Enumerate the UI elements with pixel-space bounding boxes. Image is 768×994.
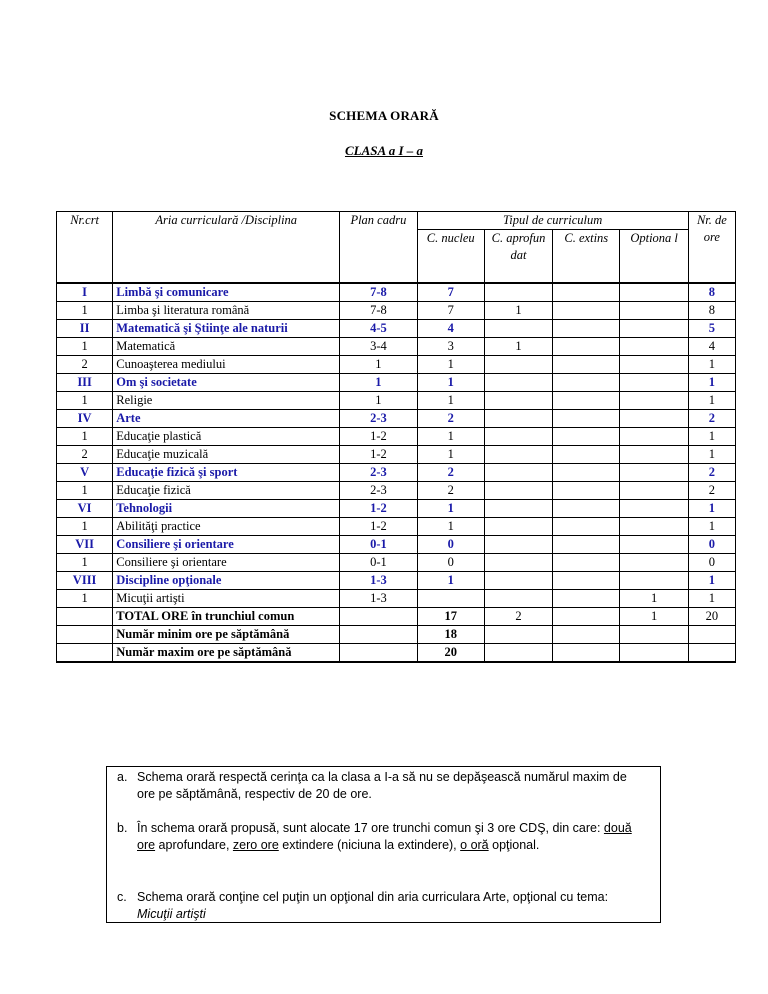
cell-name: Abilităţi practice [113,518,340,536]
area-row [57,464,736,482]
cell-plan: 3-4 [340,338,417,356]
discipline-row [57,356,736,374]
cell-name: Religie [113,392,340,410]
cell-aprofundat: 1 [484,302,552,320]
cell-nucleu: 7 [417,283,484,302]
discipline-row [57,590,736,608]
page-title: SCHEMA ORARĂ [329,108,439,123]
cell-name: Consiliere şi orientare [113,536,340,554]
header-aria: Aria curriculară /Disciplina [113,212,340,284]
cell-total-label: Număr minim ore pe săptămână [113,626,340,644]
cell-nrore: 1 [688,500,735,518]
notes-box [106,766,661,923]
total-row [57,626,736,644]
cell-plan: 2-3 [340,410,417,428]
cell-name: Tehnologii [113,500,340,518]
cell-extins [553,608,620,626]
cell-nucleu: 17 [417,608,484,626]
cell-nucleu: 1 [417,374,484,392]
cell-plan: 1 [340,374,417,392]
cell-nucleu: 1 [417,428,484,446]
cell-nucleu: 3 [417,338,484,356]
cell-nr: I [57,283,113,302]
header-plan: Plan cadru [340,212,417,284]
cell-optional [620,374,688,392]
cell-total-label: Număr maxim ore pe săptămână [113,644,340,663]
cell-extins [553,500,620,518]
cell-nucleu: 2 [417,482,484,500]
cell-nucleu: 2 [417,464,484,482]
cell-aprofundat [484,392,552,410]
cell-empty [57,608,113,626]
cell-nr: 1 [57,590,113,608]
header-aprofundat: C. aprofun dat [484,230,552,284]
cell-nrore: 8 [688,283,735,302]
cell-optional [620,626,688,644]
cell-extins [553,338,620,356]
cell-nrore: 20 [688,608,735,626]
cell-optional [620,536,688,554]
total-row [57,608,736,626]
cell-extins [553,536,620,554]
cell-nrore: 1 [688,590,735,608]
table-body [57,283,736,662]
cell-name: Limba şi literatura română [113,302,340,320]
area-row [57,572,736,590]
cell-aprofundat: 1 [484,338,552,356]
cell-optional [620,338,688,356]
cell-name: Educaţie fizică şi sport [113,464,340,482]
cell-extins [553,554,620,572]
header-tipul: Tipul de curriculum [417,212,688,230]
cell-aprofundat [484,554,552,572]
cell-aprofundat [484,464,552,482]
cell-plan: 2-3 [340,482,417,500]
cell-optional [620,500,688,518]
cell-name: Matematică [113,338,340,356]
discipline-row [57,518,736,536]
cell-plan: 0-1 [340,554,417,572]
cell-extins [553,464,620,482]
cell-nr: 1 [57,482,113,500]
note-b [117,820,644,854]
cell-extins [553,446,620,464]
area-row [57,374,736,392]
cell-nrore [688,626,735,644]
cell-total-label: TOTAL ORE în trunchiul comun [113,608,340,626]
cell-nrore: 1 [688,392,735,410]
cell-nrore: 0 [688,554,735,572]
cell-aprofundat [484,572,552,590]
cell-aprofundat [484,410,552,428]
cell-nrore: 1 [688,356,735,374]
note-b-underline-1: două ore [137,821,632,852]
cell-plan: 7-8 [340,283,417,302]
note-a-text: Schema orară respectă cerinţa ca la clasa a I-a să nu se depăşească numărul maxim de ore pe săptămână, respectiv de 20 de ore. [137,770,627,801]
discipline-row [57,302,736,320]
cell-optional [620,554,688,572]
cell-nrore: 1 [688,428,735,446]
discipline-row [57,554,736,572]
cell-extins [553,374,620,392]
cell-nrore: 1 [688,518,735,536]
note-b-underline-3: o oră [460,838,489,852]
cell-nr: 1 [57,338,113,356]
note-c-marker: c. [117,890,127,904]
cell-plan: 4-5 [340,320,417,338]
cell-optional [620,518,688,536]
cell-plan: 1-2 [340,500,417,518]
cell-aprofundat [484,644,552,663]
cell-extins [553,356,620,374]
cell-extins [553,302,620,320]
cell-nr: 2 [57,356,113,374]
cell-plan [340,644,417,663]
cell-optional [620,464,688,482]
cell-extins [553,518,620,536]
cell-nr: 1 [57,302,113,320]
cell-aprofundat [484,590,552,608]
note-a [117,769,644,803]
cell-name: Educaţie plastică [113,428,340,446]
cell-name: Micuţii artişti [113,590,340,608]
cell-extins [553,392,620,410]
cell-aprofundat: 2 [484,608,552,626]
cell-name: Cunoaşterea mediului [113,356,340,374]
total-row [57,644,736,663]
cell-optional [620,283,688,302]
cell-name: Arte [113,410,340,428]
area-row [57,410,736,428]
cell-aprofundat [484,356,552,374]
cell-optional [620,392,688,410]
cell-nrore: 1 [688,446,735,464]
header-nrore: Nr. de ore [688,212,735,284]
cell-nucleu: 1 [417,356,484,374]
cell-extins [553,428,620,446]
cell-name: Educaţie fizică [113,482,340,500]
cell-nrore: 2 [688,464,735,482]
note-b-text3: extindere (niciuna la extindere), [278,838,461,852]
schedule-table [56,211,736,663]
discipline-row [57,428,736,446]
cell-extins [553,572,620,590]
cell-plan: 2-3 [340,464,417,482]
cell-nrore: 2 [688,482,735,500]
note-b-text4: opţional. [488,838,540,852]
discipline-row [57,482,736,500]
cell-empty [57,626,113,644]
cell-nucleu: 1 [417,518,484,536]
cell-nrore: 1 [688,572,735,590]
cell-nrore: 5 [688,320,735,338]
cell-plan: 1-2 [340,446,417,464]
cell-plan: 0-1 [340,536,417,554]
note-a-marker: a. [117,770,128,784]
header-extins: C. extins [553,230,620,284]
area-row [57,320,736,338]
cell-aprofundat [484,446,552,464]
cell-nrore: 4 [688,338,735,356]
cell-optional [620,446,688,464]
cell-optional: 1 [620,608,688,626]
cell-optional [620,428,688,446]
cell-nucleu: 4 [417,320,484,338]
cell-empty [57,644,113,663]
cell-nrore: 0 [688,536,735,554]
cell-extins [553,283,620,302]
cell-extins [553,626,620,644]
cell-nucleu: 18 [417,626,484,644]
cell-name: Discipline opţionale [113,572,340,590]
cell-plan: 1-3 [340,572,417,590]
cell-extins [553,482,620,500]
cell-name: Limbă şi comunicare [113,283,340,302]
area-row [57,500,736,518]
cell-name: Matematică şi Ştiinţe ale naturii [113,320,340,338]
cell-nr: VI [57,500,113,518]
cell-aprofundat [484,428,552,446]
note-b-text2: aprofundare, [155,838,233,852]
cell-plan: 7-8 [340,302,417,320]
area-row [57,283,736,302]
cell-aprofundat [484,482,552,500]
cell-nr: II [57,320,113,338]
cell-nucleu: 0 [417,554,484,572]
cell-plan: 1-2 [340,518,417,536]
discipline-row [57,338,736,356]
cell-plan: 1 [340,392,417,410]
cell-optional [620,302,688,320]
page-subtitle: CLASA a I – a [344,143,424,158]
cell-plan [340,608,417,626]
note-c-italic: Micuţii artişti [137,907,206,921]
note-c-text: Schema orară conţine cel puţin un opţional din aria curriculara Arte, opţional cu tema: [137,890,609,904]
header-optional: Optiona l [620,230,688,284]
cell-plan: 1-2 [340,428,417,446]
cell-plan: 1 [340,356,417,374]
cell-nucleu: 7 [417,302,484,320]
cell-aprofundat [484,283,552,302]
cell-nr: 1 [57,428,113,446]
cell-aprofundat [484,374,552,392]
cell-name: Om şi societate [113,374,340,392]
cell-nucleu: 1 [417,572,484,590]
area-row [57,536,736,554]
cell-nrore [688,644,735,663]
cell-extins [553,410,620,428]
cell-nr: V [57,464,113,482]
cell-optional [620,320,688,338]
note-b-marker: b. [117,821,128,835]
cell-nucleu: 1 [417,500,484,518]
cell-nr: 2 [57,446,113,464]
discipline-row [57,446,736,464]
cell-nucleu: 2 [417,410,484,428]
cell-aprofundat [484,320,552,338]
header-nucleu: C. nucleu [417,230,484,284]
cell-aprofundat [484,536,552,554]
cell-nr: IV [57,410,113,428]
cell-optional [620,572,688,590]
cell-plan: 1-3 [340,590,417,608]
cell-nucleu: 20 [417,644,484,663]
cell-nucleu: 1 [417,446,484,464]
cell-plan [340,626,417,644]
cell-nr: 1 [57,518,113,536]
cell-optional [620,410,688,428]
discipline-row [57,392,736,410]
cell-extins [553,320,620,338]
cell-aprofundat [484,518,552,536]
cell-aprofundat [484,500,552,518]
cell-optional [620,644,688,663]
cell-nucleu: 0 [417,536,484,554]
cell-extins [553,590,620,608]
note-c [117,889,644,923]
note-b-text1: În schema orară propusă, sunt alocate 17 ore trunchi comun şi 3 ore CDŞ, din care: [137,821,604,835]
note-b-underline-2: zero ore [232,838,279,852]
cell-nr: VII [57,536,113,554]
cell-nr: III [57,374,113,392]
cell-extins [553,644,620,663]
cell-nrore: 2 [688,410,735,428]
cell-optional [620,482,688,500]
cell-nr: VIII [57,572,113,590]
cell-optional: 1 [620,590,688,608]
cell-aprofundat [484,626,552,644]
cell-name: Consiliere şi orientare [113,554,340,572]
header-nrcrt: Nr.crt [57,212,113,284]
cell-name: Educaţie muzicală [113,446,340,464]
cell-nr: 1 [57,392,113,410]
cell-nrore: 8 [688,302,735,320]
cell-optional [620,356,688,374]
cell-nucleu [417,590,484,608]
cell-nr: 1 [57,554,113,572]
cell-nucleu: 1 [417,392,484,410]
cell-nrore: 1 [688,374,735,392]
